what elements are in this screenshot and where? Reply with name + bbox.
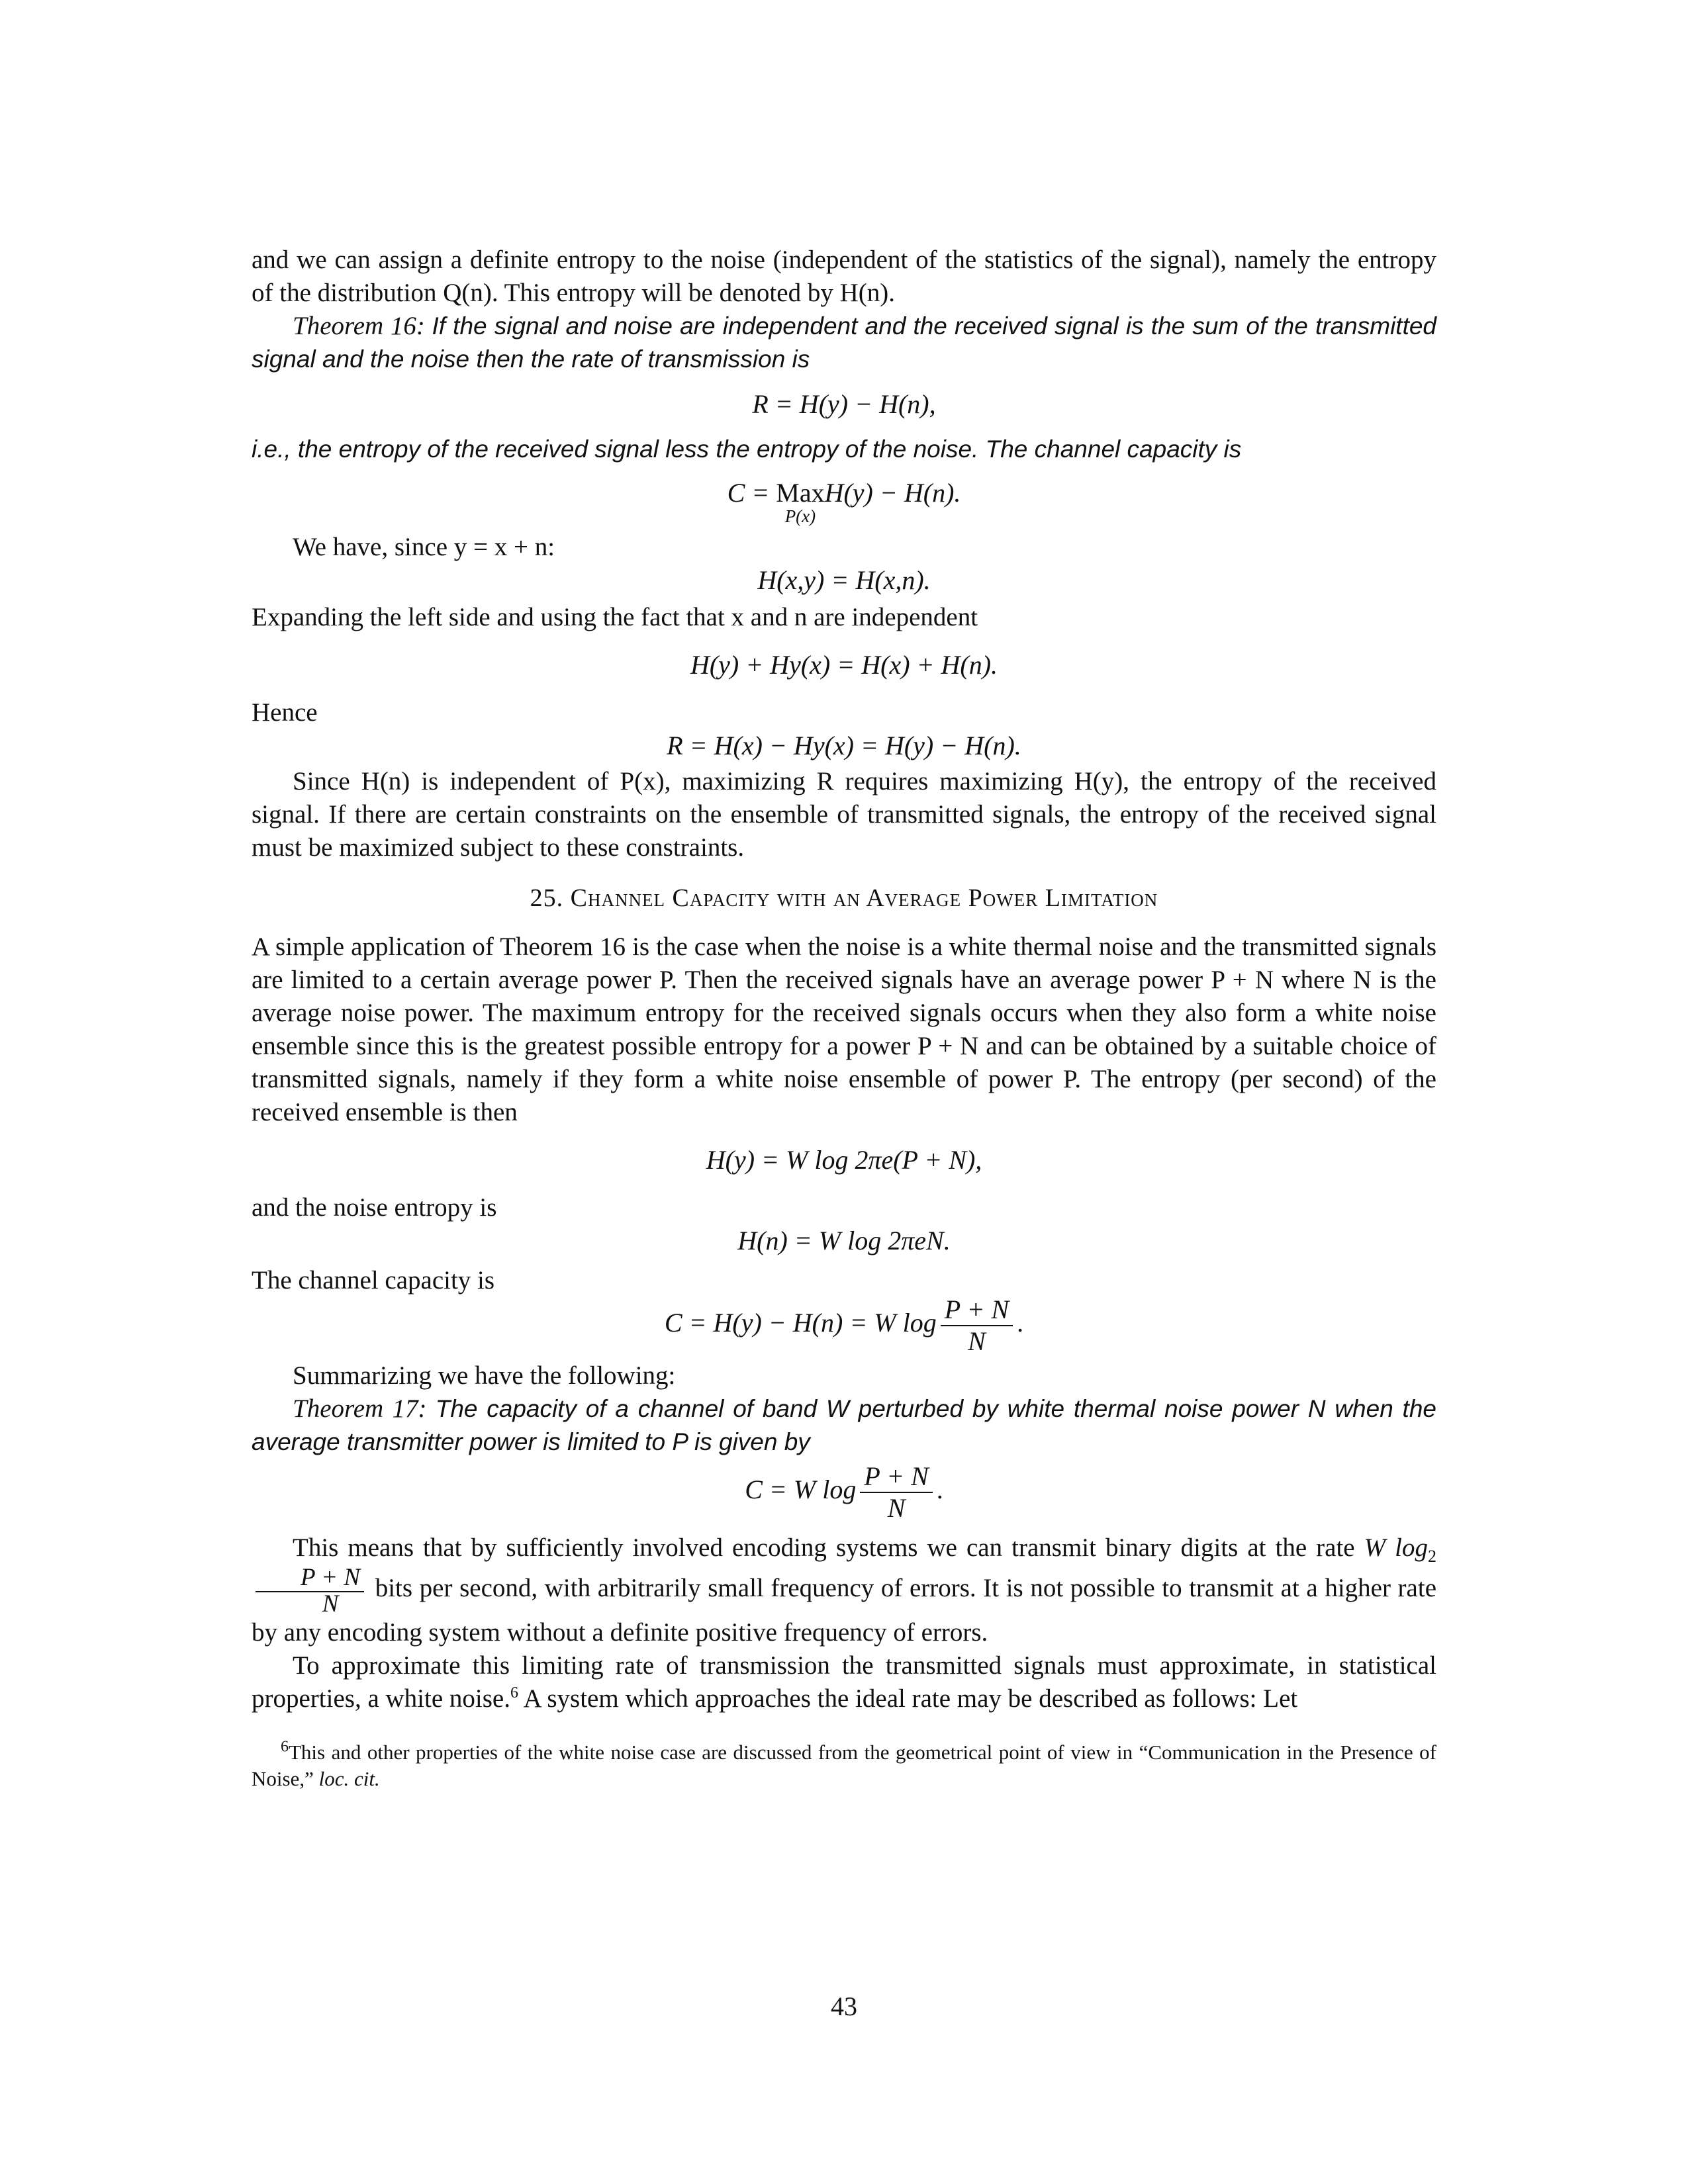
equation-theorem-17-lhs: C = W log (745, 1475, 857, 1505)
equation-capacity-left: C = (727, 478, 776, 508)
equation-rate-identity: R = H(x) − Hy(x) = H(y) − H(n). (667, 731, 1021, 760)
theorem-16-continuation: i.e., the entropy of the received signal less the entropy of the noise. The channel capacity is (252, 435, 1242, 463)
paragraph-channel-capacity-intro: The channel capacity is (252, 1266, 495, 1295)
section-heading: 25. Channel Capacity with an Average Power Limitation (530, 884, 1158, 912)
paragraph-summarizing: Summarizing we have the following: (293, 1361, 676, 1390)
paragraph-expanding: Expanding the left side and using the fact that x and n are independent (252, 603, 978, 631)
footnote (252, 1739, 1436, 1792)
equation-joint-entropy: H(x,y) = H(x,n). (757, 565, 931, 595)
paragraph-noise-entropy: and we can assign a definite entropy to the noise (independent of the statistics of the signal), namely the entropy of the distribution Q(n). This entropy will be denoted by H(n). (252, 246, 1436, 307)
paragraph-this-means (252, 1531, 1436, 1649)
theorem-16-text: If the signal and noise are independent and the received signal is the sum of the transmitted signal and the noise then the rate of transmission is (252, 312, 1436, 373)
equation-expanded: H(y) + Hy(x) = H(x) + H(n). (690, 650, 998, 680)
fraction-p-plus-n-over-n (941, 1295, 1013, 1357)
footnote-number: 6 (281, 1738, 289, 1756)
theorem-17 (252, 1392, 1436, 1459)
theorem-16 (252, 310, 1436, 376)
equation-theorem-17 (252, 1461, 1436, 1524)
equation-received-entropy: H(y) = W log 2πe(P + N), (706, 1145, 982, 1175)
footnote-citation: loc. cit. (318, 1767, 380, 1790)
paragraph-noise-entropy-intro: and the noise entropy is (252, 1193, 497, 1222)
inline-wlog: W log (1364, 1533, 1429, 1562)
fraction-numerator: P + N (941, 1295, 1013, 1326)
page-body (252, 244, 1436, 1792)
theorem-17-text: The capacity of a channel of band W perturbed by white thermal noise power N when the average transmitter power is limited to P is given by (252, 1395, 1436, 1455)
theorem-17-label: Theorem 17: (293, 1394, 427, 1423)
paragraph-hence: Hence (252, 698, 318, 727)
fraction-denominator: N (322, 1590, 339, 1617)
fraction-numerator: P + N (256, 1565, 364, 1592)
paragraph-simple-application: A simple application of Theorem 16 is the case when the noise is a white thermal noise and the transmitted signals are limited to a certain average power P. Then the received signals have an average power P + N where N is the average noise power. The maximum entropy for the received signals occurs when they also form a white noise ensemble since this is the greatest possible entropy for a power P + N and can be obtained by a suitable choice of transmitted signals, namely if they form a white noise ensemble of power P. The entropy (per second) of the received ensemble is then (252, 933, 1436, 1126)
paragraph-approximate (252, 1649, 1436, 1715)
inline-fraction (256, 1565, 364, 1616)
max-label: Max (776, 478, 825, 508)
paragraph-approximate-b: A system which approaches the ideal rate may be described as follows: Let (523, 1684, 1298, 1713)
theorem-16-label: Theorem 16: (293, 312, 425, 340)
paragraph-since-y: We have, since y = x + n: (293, 533, 555, 561)
equation-period: . (936, 1475, 943, 1505)
max-operator (776, 478, 824, 524)
equation-period: . (1017, 1308, 1024, 1338)
equation-noise-entropy: H(n) = W log 2πeN. (737, 1226, 951, 1255)
paragraph-this-means-a: This means that by sufficiently involved encoding systems we can transmit binary digits at the rate (293, 1533, 1355, 1562)
inline-log-base: 2 (1428, 1546, 1437, 1566)
paragraph-this-means-b: bits per second, with arbitrarily small frequency of errors. It is not possible to transmit at a higher rate by any encoding system without a definite positive frequency of errors. (252, 1573, 1437, 1647)
max-subscript: P(x) (784, 506, 816, 526)
fraction-numerator: P + N (860, 1461, 932, 1493)
page-number: 43 (831, 1991, 857, 2021)
equation-channel-capacity (252, 1295, 1436, 1357)
fraction-theorem-17 (860, 1461, 932, 1524)
equation-rate: R = H(y) − H(n), (752, 389, 936, 419)
equation-capacity-lhs: C = H(y) − H(n) = W log (664, 1308, 937, 1338)
footnote-text: This and other properties of the white noise case are discussed from the geometrical point of view in “Communication in the Presence of Noise,” (252, 1741, 1436, 1790)
footnote-marker: 6 (510, 1684, 518, 1702)
paragraph-maximizing: Since H(n) is independent of P(x), maximizing R requires maximizing H(y), the entropy of the received signal. If there are certain constraints on the ensemble of transmitted signals, the entropy of the received signal must be maximized subject to these constraints. (252, 767, 1436, 862)
equation-capacity-right: H(y) − H(n). (824, 478, 961, 508)
equation-capacity-max (252, 478, 1436, 524)
fraction-denominator: N (968, 1326, 986, 1356)
paragraph-approximate-a: To approximate this limiting rate of transmission the transmitted signals must approximate, in statistical properties, a white noise. (252, 1651, 1436, 1713)
fraction-denominator: N (887, 1493, 906, 1523)
